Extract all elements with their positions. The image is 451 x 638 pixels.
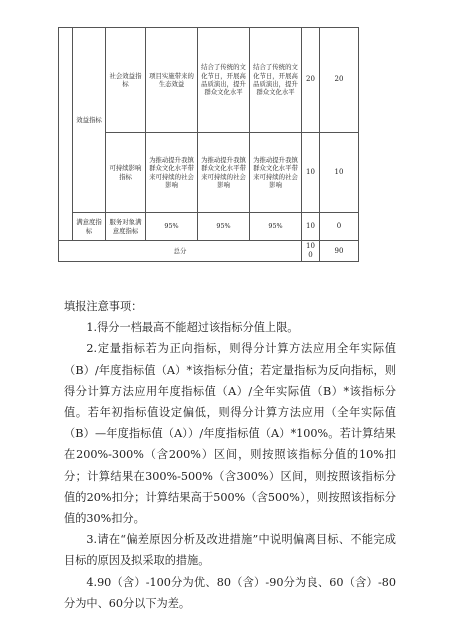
note-item: 4.90（含）-100分为优、80（含）-90分为良、60（含）-80分为中、60分以下为差。 (64, 575, 396, 610)
indicator-content-cell: 项目实施带来的生态效益 (146, 28, 198, 133)
table-row (59, 213, 359, 241)
annual-target-cell: 为推动提升我镇群众文化水平带来可持续的社会影响 (198, 133, 250, 213)
score-cell: 0 (320, 213, 359, 241)
total-score-cell: 90 (320, 241, 359, 262)
notes-heading: 填报注意事项： (64, 300, 143, 313)
annual-target-cell: 95% (146, 213, 198, 241)
actual-value-cell: 95% (198, 213, 250, 241)
category-level1-cell: 效益指标 (73, 28, 106, 213)
left-blank-cell (59, 28, 73, 241)
deviation-cell: 95% (250, 213, 302, 241)
category-level2-cell: 社会效益指标 (106, 28, 146, 133)
actual-value-cell: 为推动提升我镇群众文化水平带来可持续的社会影响 (250, 133, 302, 213)
annual-target-cell: 结合了传统的文化节日，开展高品质演出，提升群众文化水平 (198, 28, 250, 133)
weight-cell: 10 (302, 133, 320, 213)
total-label-cell: 总分 (59, 241, 302, 262)
actual-value-cell: 结合了传统的文化节日，开展高品质演出，提升群众文化水平 (250, 28, 302, 133)
score-cell: 20 (320, 28, 359, 133)
notes-section (64, 296, 396, 614)
total-row (59, 241, 359, 262)
note-item: 3.请在“偏差原因分析及改进措施”中说明偏离目标、不能完成目标的原因及拟采取的措施。 (64, 533, 396, 568)
weight-cell: 10 (302, 213, 320, 241)
performance-table (58, 27, 359, 262)
category-level2-cell: 可持续影响指标 (106, 133, 146, 213)
note-item: 1.得分一档最高不能超过该指标分值上限。 (86, 321, 299, 335)
score-cell: 10 (320, 133, 359, 213)
total-weight-cell: 100 (302, 241, 320, 262)
category-level1-cell: 满意度指标 (73, 213, 106, 241)
table-row (59, 28, 359, 133)
weight-cell: 20 (302, 28, 320, 133)
indicator-content-cell: 为推动提升我镇群众文化水平带来可持续的社会影响 (146, 133, 198, 213)
category-level2-cell: 服务对象满意度指标 (106, 213, 146, 241)
note-item: 2.定量指标若为正向指标，则得分计算方法应用全年实际值（B）/年度指标值（A）*该指标分值；若定量指标为反向指标，则得分计算方法应用年度指标值（A）/全年实际值（B）*该指标分值。若年初指标值设定偏低，则得分计算方法应用（全年实际值（B）—年度指标值（A））/年度指标值（A）*100%。若计算结果在200%-300%（含200%）区间，则按照该指标分值的10%扣分；计算结果在300%-500%（含300%）区间，则按照该指标分值的20%扣分；计算结果高于500%（含500%），则按照该指标分值的30%扣分。 (64, 342, 396, 526)
